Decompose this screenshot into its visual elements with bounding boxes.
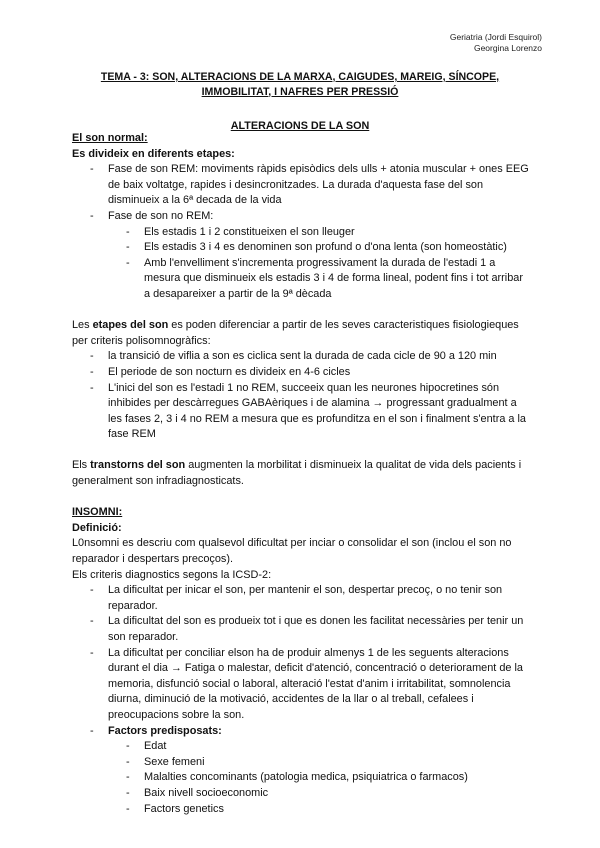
header-course: Geriatria (Jordi Esquirol) xyxy=(449,32,542,42)
list-item: - Fase de son REM: moviments ràpids episòdics dels ulls + atonia muscular + ones EEG de baix voltatge, rapides i desincronitzades. La durada d'aquesta fase del son disminueix a la 6ª decada de la vida xyxy=(72,162,532,209)
factors-sublist xyxy=(108,739,532,817)
no-rem-sublist xyxy=(108,225,532,303)
sub-list-item: - Baix nivell socioeconomic xyxy=(108,786,532,802)
factors-label: Factors predisposats: xyxy=(108,724,222,737)
sub-list-item: - Amb l'envelliment s'incrementa progressivament la durada de l'estadi 1 a mesura que disminueix els estadis 3 i 4 de forma lineal, podent fins i tot arribar a desapareixer a partir de la 9ª dècada xyxy=(108,256,532,303)
etapes-subheading: Es divideix en diferents etapes: xyxy=(72,147,235,160)
text-run: es poden diferenciar a partir de les seves caracteristiques fisiologieques per criteris polisomnogràfics: xyxy=(72,319,519,347)
sub-list-item: - Factors genetics xyxy=(108,802,532,818)
text-run: augmenten la morbilitat i disminueix la qualitat de vida dels pacients i generalment son infradiagnosticats. xyxy=(72,459,522,488)
etapes-paragraph xyxy=(72,318,532,349)
list-item: - L'inici del son es l'estadi 1 no REM, succeeix quan les neurones hipocretines són inhibides per descàrregues GABAèriques i de alamina → progressant gradualment a les fases 2, 3 i 4 no REM a mesura que es profunditza en el son i finalment s'entra a la fase REM xyxy=(72,381,532,443)
criteris-list xyxy=(72,583,532,817)
insomni-heading: INSOMNI: xyxy=(72,506,123,519)
definicio-text: L0nsomni es descriu com qualsevol dificultat per inciar o consolidar el son (inclou el son no reparador i despertars precoços). xyxy=(72,537,512,566)
transtorns-paragraph xyxy=(72,458,532,489)
criteris-intro: Els criteris diagnostics segons la ICSD-2: xyxy=(72,568,272,581)
topic-title: TEMA - 3: SON, ALTERACIONS DE LA MARXA, CAIGUDES, MAREIG, SÍNCOPE, IMMOBILITAT, I NAFRES PER PRESSIÓ xyxy=(100,71,500,98)
section-title: ALTERACIONS DE LA SON xyxy=(230,120,370,132)
header-author: Georgina Lorenzo xyxy=(473,43,542,53)
list-item: - El periode de son nocturn es divideix en 4-6 cicles xyxy=(72,365,532,381)
page-header xyxy=(450,32,542,54)
text-run: Els xyxy=(72,459,91,472)
list-item: - La dificultat per conciliar elson ha de produir almenys 1 de les seguents alteracions durant el dia → Fatiga o malestar, deficit d'atenció, concentració o deteriorament de la memoria, disfunció social o laboral, alteració l'estat d'anim i irritabilitat, somnolencia diurna, diminució de la motivació, accidentes de la llar o al treball, cefalees i preocupacions sobre la son. xyxy=(72,646,532,724)
sub-list-item: - Els estadis 1 i 2 constitueixen el son lleuger xyxy=(108,225,532,241)
list-item: - la transició de viflia a son es ciclica sent la durada de cada cicle de 90 a 120 min xyxy=(72,349,532,365)
list-item-text: Fase de son no REM: xyxy=(108,209,214,222)
sub-list-item: - Edat xyxy=(108,739,532,755)
son-phases-list xyxy=(72,162,532,302)
sub-list-item: - Malalties concominants (patologia medica, psiquiatrica o farmacos) xyxy=(108,770,532,786)
sub-list-item: - Els estadis 3 i 4 es denominen son profund o d'ona lenta (son homeostàtic) xyxy=(108,240,532,256)
list-item: - La dificultat del son es produeix tot i que es donen les facilitat necessàries per tenir un son reparador. xyxy=(72,614,532,645)
bold-term: etapes del son xyxy=(92,319,169,332)
bold-term: transtorns del son xyxy=(90,459,186,472)
list-item xyxy=(72,209,532,303)
text-run: Les xyxy=(72,319,93,332)
list-item xyxy=(72,724,532,818)
son-normal-heading: El son normal: xyxy=(72,132,148,144)
document-body xyxy=(72,131,532,817)
etapes-list xyxy=(72,349,532,443)
definicio-heading: Definició: xyxy=(72,521,122,534)
list-item: - La dificultat per inicar el son, per mantenir el son, despertar precoç, o no tenir son reparador. xyxy=(72,583,532,614)
sub-list-item: - Sexe femeni xyxy=(108,755,532,771)
